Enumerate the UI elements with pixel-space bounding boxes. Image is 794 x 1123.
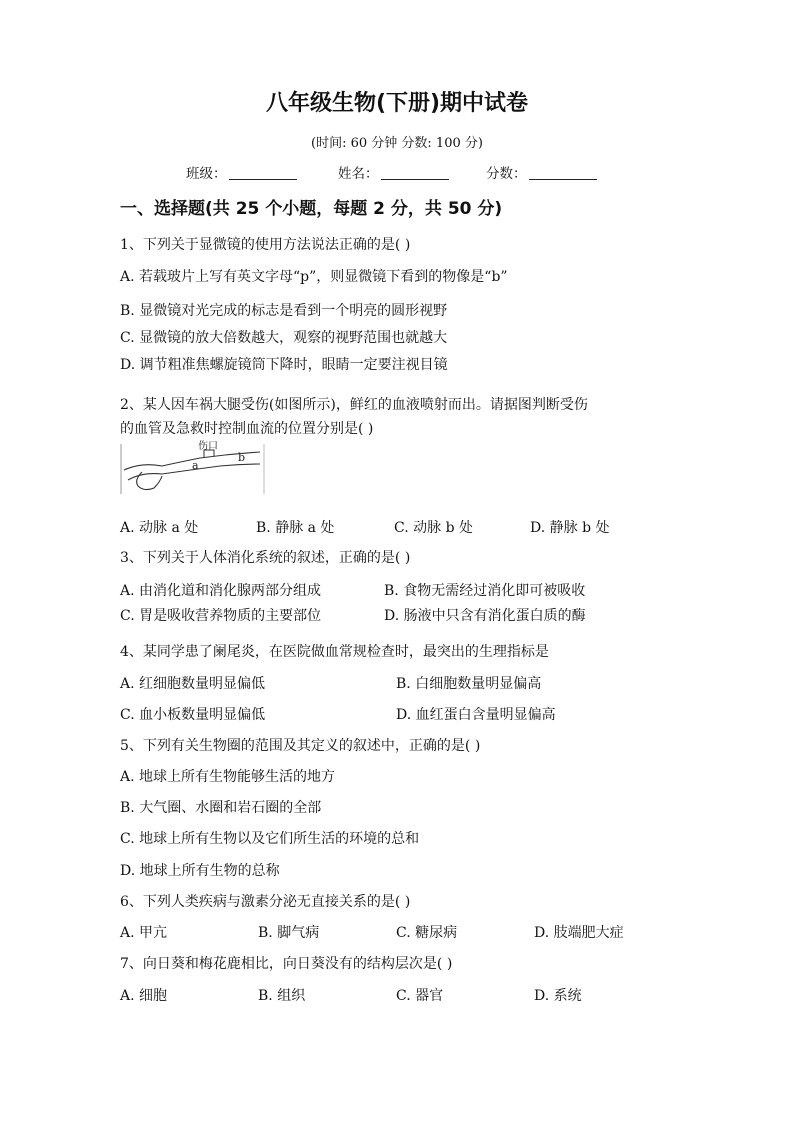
question-3-option-b[interactable]: B. 食物无需经过消化即可被吸收 (384, 583, 586, 599)
question-2-option-c[interactable]: C. 动脉 b 处 (394, 520, 473, 536)
question-1-option-a[interactable]: A. 若载玻片上写有英文字母“p”，则显微镜下看到的物像是“b” (120, 269, 508, 285)
question-6-stem: 6、下列人类疾病与激素分泌无直接关系的是( ) (120, 894, 411, 910)
question-3-option-a[interactable]: A. 由消化道和消化腺两部分组成 (120, 583, 322, 599)
score-field[interactable] (486, 162, 597, 182)
section-heading: 一、选择题(共 25 个小题，每题 2 分，共 50 分) (120, 199, 503, 219)
question-7-option-d[interactable]: D. 系统 (534, 988, 582, 1004)
class-blank[interactable] (229, 166, 297, 180)
exam-info: (时间: 60 分钟 分数: 100 分) (311, 136, 483, 151)
class-label: 班级： (186, 166, 227, 182)
question-3-option-d[interactable]: D. 肠液中只含有消化蛋白质的酶 (384, 608, 586, 624)
name-label: 姓名： (338, 166, 379, 182)
question-2-option-b[interactable]: B. 静脉 a 处 (256, 520, 335, 536)
question-4-option-a[interactable]: A. 红细胞数量明显偏低 (120, 676, 266, 692)
page-title: 八年级生物(下册)期中试卷 (265, 91, 529, 116)
question-2-stem-line-1: 2、某人因车祸大腿受伤(如图所示)，鲜红的血液喷射而出。请据图判断受伤 (120, 397, 588, 413)
question-1-option-d[interactable]: D. 调节粗准焦螺旋镜筒下降时，眼睛一定要注视目镜 (120, 357, 448, 373)
leg-injury-figure (120, 440, 266, 496)
question-2-option-d[interactable]: D. 静脉 b 处 (530, 520, 610, 536)
figure-label-b: b (238, 451, 246, 464)
question-5-option-d[interactable]: D. 地球上所有生物的总称 (120, 863, 280, 879)
question-5-stem: 5、下列有关生物圈的范围及其定义的叙述中，正确的是( ) (120, 738, 481, 754)
question-5-option-b[interactable]: B. 大气圈、水圈和岩石圈的全部 (120, 800, 322, 816)
score-blank[interactable] (529, 166, 597, 180)
question-2-stem-line-2: 的血管及急救时控制血流的位置分别是( ) (120, 421, 374, 437)
question-4-stem: 4、某同学患了阑尾炎，在医院做血常规检查时，最突出的生理指标是 (120, 644, 549, 660)
question-1-stem: 1、下列关于显微镜的使用方法说法正确的是( ) (120, 237, 411, 253)
name-blank[interactable] (381, 166, 449, 180)
question-5-option-a[interactable]: A. 地球上所有生物能够生活的地方 (120, 769, 336, 785)
question-6-option-a[interactable]: A. 甲亢 (120, 925, 168, 941)
name-field[interactable] (338, 162, 449, 182)
class-field[interactable] (186, 162, 297, 182)
figure-label-a: a (192, 459, 199, 472)
question-4-option-c[interactable]: C. 血小板数量明显偏低 (120, 707, 266, 723)
question-1-option-c[interactable]: C. 显微镜的放大倍数越大，观察的视野范围也就越大 (120, 330, 448, 346)
question-6-option-b[interactable]: B. 脚气病 (258, 925, 320, 941)
question-6-option-d[interactable]: D. 肢端肥大症 (534, 925, 624, 941)
question-7-option-b[interactable]: B. 组织 (258, 988, 306, 1004)
score-label: 分数： (486, 166, 527, 182)
question-6-option-c[interactable]: C. 糖尿病 (396, 925, 458, 941)
question-7-stem: 7、向日葵和梅花鹿相比，向日葵没有的结构层次是( ) (120, 956, 453, 972)
question-3-option-c[interactable]: C. 胃是吸收营养物质的主要部位 (120, 608, 322, 624)
question-7-option-a[interactable]: A. 细胞 (120, 988, 168, 1004)
figure-wound-label: 伤口 (198, 441, 218, 452)
question-7-option-c[interactable]: C. 器官 (396, 988, 444, 1004)
question-2-option-a[interactable]: A. 动脉 a 处 (120, 520, 199, 536)
question-1-option-b[interactable]: B. 显微镜对光完成的标志是看到一个明亮的圆形视野 (120, 303, 448, 319)
question-5-option-c[interactable]: C. 地球上所有生物以及它们所生活的环境的总和 (120, 831, 420, 847)
question-4-option-b[interactable]: B. 白细胞数量明显偏高 (396, 676, 542, 692)
question-4-option-d[interactable]: D. 血红蛋白含量明显偏高 (396, 707, 556, 723)
question-3-stem: 3、下列关于人体消化系统的叙述，正确的是( ) (120, 550, 411, 566)
